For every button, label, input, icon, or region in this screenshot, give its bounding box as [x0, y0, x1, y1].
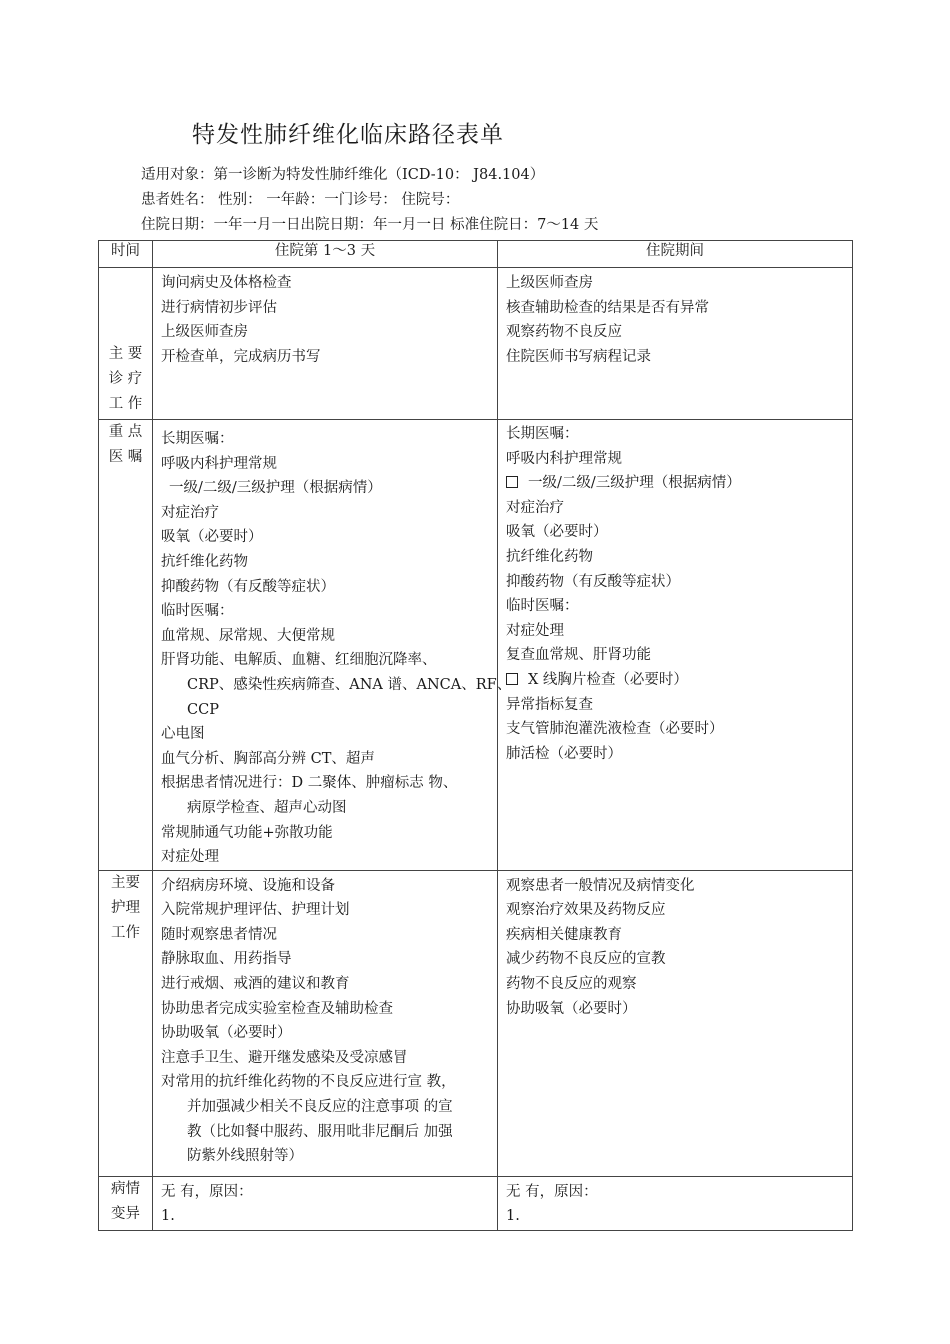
variation-stay — [498, 1176, 853, 1230]
variation-reason: 无 有，原因： — [161, 1183, 253, 1200]
checkbox-icon[interactable] — [506, 673, 518, 685]
nursing-work-stay — [498, 870, 853, 1176]
list-item: 吸氧（必要时） — [161, 529, 263, 546]
list-item: 抗纤维化药物 — [506, 548, 593, 565]
row-label-key-orders: 重 点 医 嘱 — [99, 420, 153, 871]
page-title: 特发性肺纤维化临床路径表单 — [192, 122, 504, 148]
list-item: 住院医师书写病程记录 — [506, 348, 651, 365]
checkbox-icon[interactable] — [506, 476, 518, 488]
list-item: 肺活检（必要时） — [506, 745, 622, 762]
list-item: 异常指标复查 — [506, 696, 593, 713]
list-item: 病原学检查、超声心动图 — [187, 799, 347, 816]
list-item: 呼吸内科护理常规 — [161, 455, 277, 472]
variation-item: 1. — [161, 1208, 175, 1225]
list-item: 抑酸药物（有反酸等症状） — [506, 573, 680, 590]
variation-reason: 无 有，原因： — [506, 1183, 598, 1200]
list-item: 上级医师查房 — [506, 275, 593, 291]
table-row — [99, 268, 853, 420]
table-row — [99, 870, 853, 1176]
list-item: CCP — [187, 701, 219, 718]
list-item: X 线胸片检查（必要时） — [506, 668, 852, 693]
patient-info-line: 患者姓名： 性别： 一年龄：一门诊号： 住院号： — [141, 192, 460, 208]
list-item: 观察治疗效果及药物反应 — [506, 902, 666, 919]
list-item: 并加强减少相关不良反应的注意事项 的宣 — [187, 1099, 453, 1116]
header-day-1-3: 住院第 1〜3 天 — [153, 241, 498, 268]
row-label-variation: 病情 变异 — [99, 1176, 153, 1230]
list-item: 常规肺通气功能+弥散功能 — [161, 824, 333, 841]
list-item: 开检查单，完成病历书写 — [161, 348, 321, 365]
list-item: 血气分析、胸部高分辨 CT、超声 — [161, 750, 375, 767]
list-item: 长期医嘱： — [161, 431, 234, 447]
list-item: 药物不良反应的观察 — [506, 976, 637, 993]
list-item: 临时医嘱： — [161, 603, 234, 620]
variation-item: 1. — [506, 1208, 520, 1225]
list-item: 注意手卫生、避开继发感染及受凉感冒 — [161, 1049, 408, 1066]
admission-date-line: 住院日期：一年一月一日出院日期：年一月一日 标准住院日：7〜14 天 — [141, 217, 599, 233]
list-item: 减少药物不良反应的宣教 — [506, 951, 666, 968]
list-item: 对症治疗 — [161, 504, 219, 521]
nursing-work-day1-3 — [153, 870, 498, 1176]
list-item: 吸氧（必要时） — [506, 524, 608, 541]
list-item: 核查辅助检查的结果是否有异常 — [506, 299, 709, 316]
list-item: CRP、感染性疾病筛查、ANA 谱、ANCA、RF、 — [187, 676, 512, 693]
table-row — [99, 420, 853, 871]
table-header-row — [99, 241, 853, 268]
header-hospital-stay: 住院期间 — [498, 241, 853, 268]
header-time: 时间 — [99, 241, 153, 268]
list-item: 协助吸氧（必要时） — [161, 1025, 292, 1042]
list-item: 防紫外线照射等） — [187, 1148, 303, 1165]
list-item: 呼吸内科护理常规 — [506, 450, 622, 467]
clinical-pathway-table — [98, 240, 853, 1231]
list-item: 抗纤维化药物 — [161, 553, 248, 570]
list-item: 对常用的抗纤维化药物的不良反应进行宣 教， — [161, 1074, 456, 1091]
list-item: 进行病情初步评估 — [161, 299, 277, 316]
list-item: 一级/二级/三级护理（根据病情） — [169, 480, 382, 497]
list-item: 入院常规护理评估、护理计划 — [161, 902, 350, 919]
list-item: 长期医嘱： — [506, 426, 579, 442]
list-item: 介绍病房环境、设施和设备 — [161, 877, 335, 894]
list-item: 疾病相关健康教育 — [506, 926, 622, 943]
list-item: 支气管肺泡灌洗液检查（必要时） — [506, 721, 724, 738]
list-item: 观察患者一般情况及病情变化 — [506, 877, 695, 894]
list-item: 进行戒烟、戒酒的建议和教育 — [161, 976, 350, 993]
list-item: 对症治疗 — [506, 499, 564, 516]
list-item: 血常规、尿常规、大便常规 — [161, 627, 335, 644]
variation-day1-3 — [153, 1176, 498, 1230]
list-item: 随时观察患者情况 — [161, 926, 277, 943]
key-orders-day1-3 — [153, 420, 512, 871]
list-item: 复查血常规、肝肾功能 — [506, 647, 651, 664]
row-label-diagnosis-work: 主 要 诊 疗 工 作 — [99, 268, 153, 420]
row-label-nursing-work: 主要 护理 工作 — [99, 870, 153, 1176]
list-item: 肝肾功能、电解质、血糖、红细胞沉降率、 — [161, 652, 437, 669]
list-item: 临时医嘱： — [506, 598, 579, 615]
list-item: 抑酸药物（有反酸等症状） — [161, 578, 335, 595]
list-item: 对症处理 — [506, 622, 564, 639]
diagnosis-work-day1-3 — [153, 268, 498, 420]
list-item: 上级医师查房 — [161, 324, 248, 341]
list-item: 询问病史及体格检查 — [161, 275, 292, 291]
list-item: 观察药物不良反应 — [506, 324, 622, 341]
list-item: 协助吸氧（必要时） — [506, 1000, 637, 1017]
list-item: 根据患者情况进行：D 二聚体、肿瘤标志 物、 — [161, 775, 458, 792]
list-item: 心电图 — [161, 726, 205, 743]
list-item: 一级/二级/三级护理（根据病情） — [506, 471, 852, 496]
diagnosis-work-stay — [498, 268, 853, 420]
list-item: 教（比如餐中服药、服用吡非尼酮后 加强 — [187, 1123, 453, 1140]
list-item: 静脉取血、用药指导 — [161, 951, 292, 968]
applicable-subject-line: 适用对象：第一诊断为特发性肺纤维化（ICD-10： J84.104） — [141, 167, 545, 183]
key-orders-stay — [498, 420, 853, 871]
table-row — [99, 1176, 853, 1230]
list-item: 协助患者完成实验室检查及辅助检查 — [161, 1000, 393, 1017]
list-item: 对症处理 — [161, 849, 219, 866]
